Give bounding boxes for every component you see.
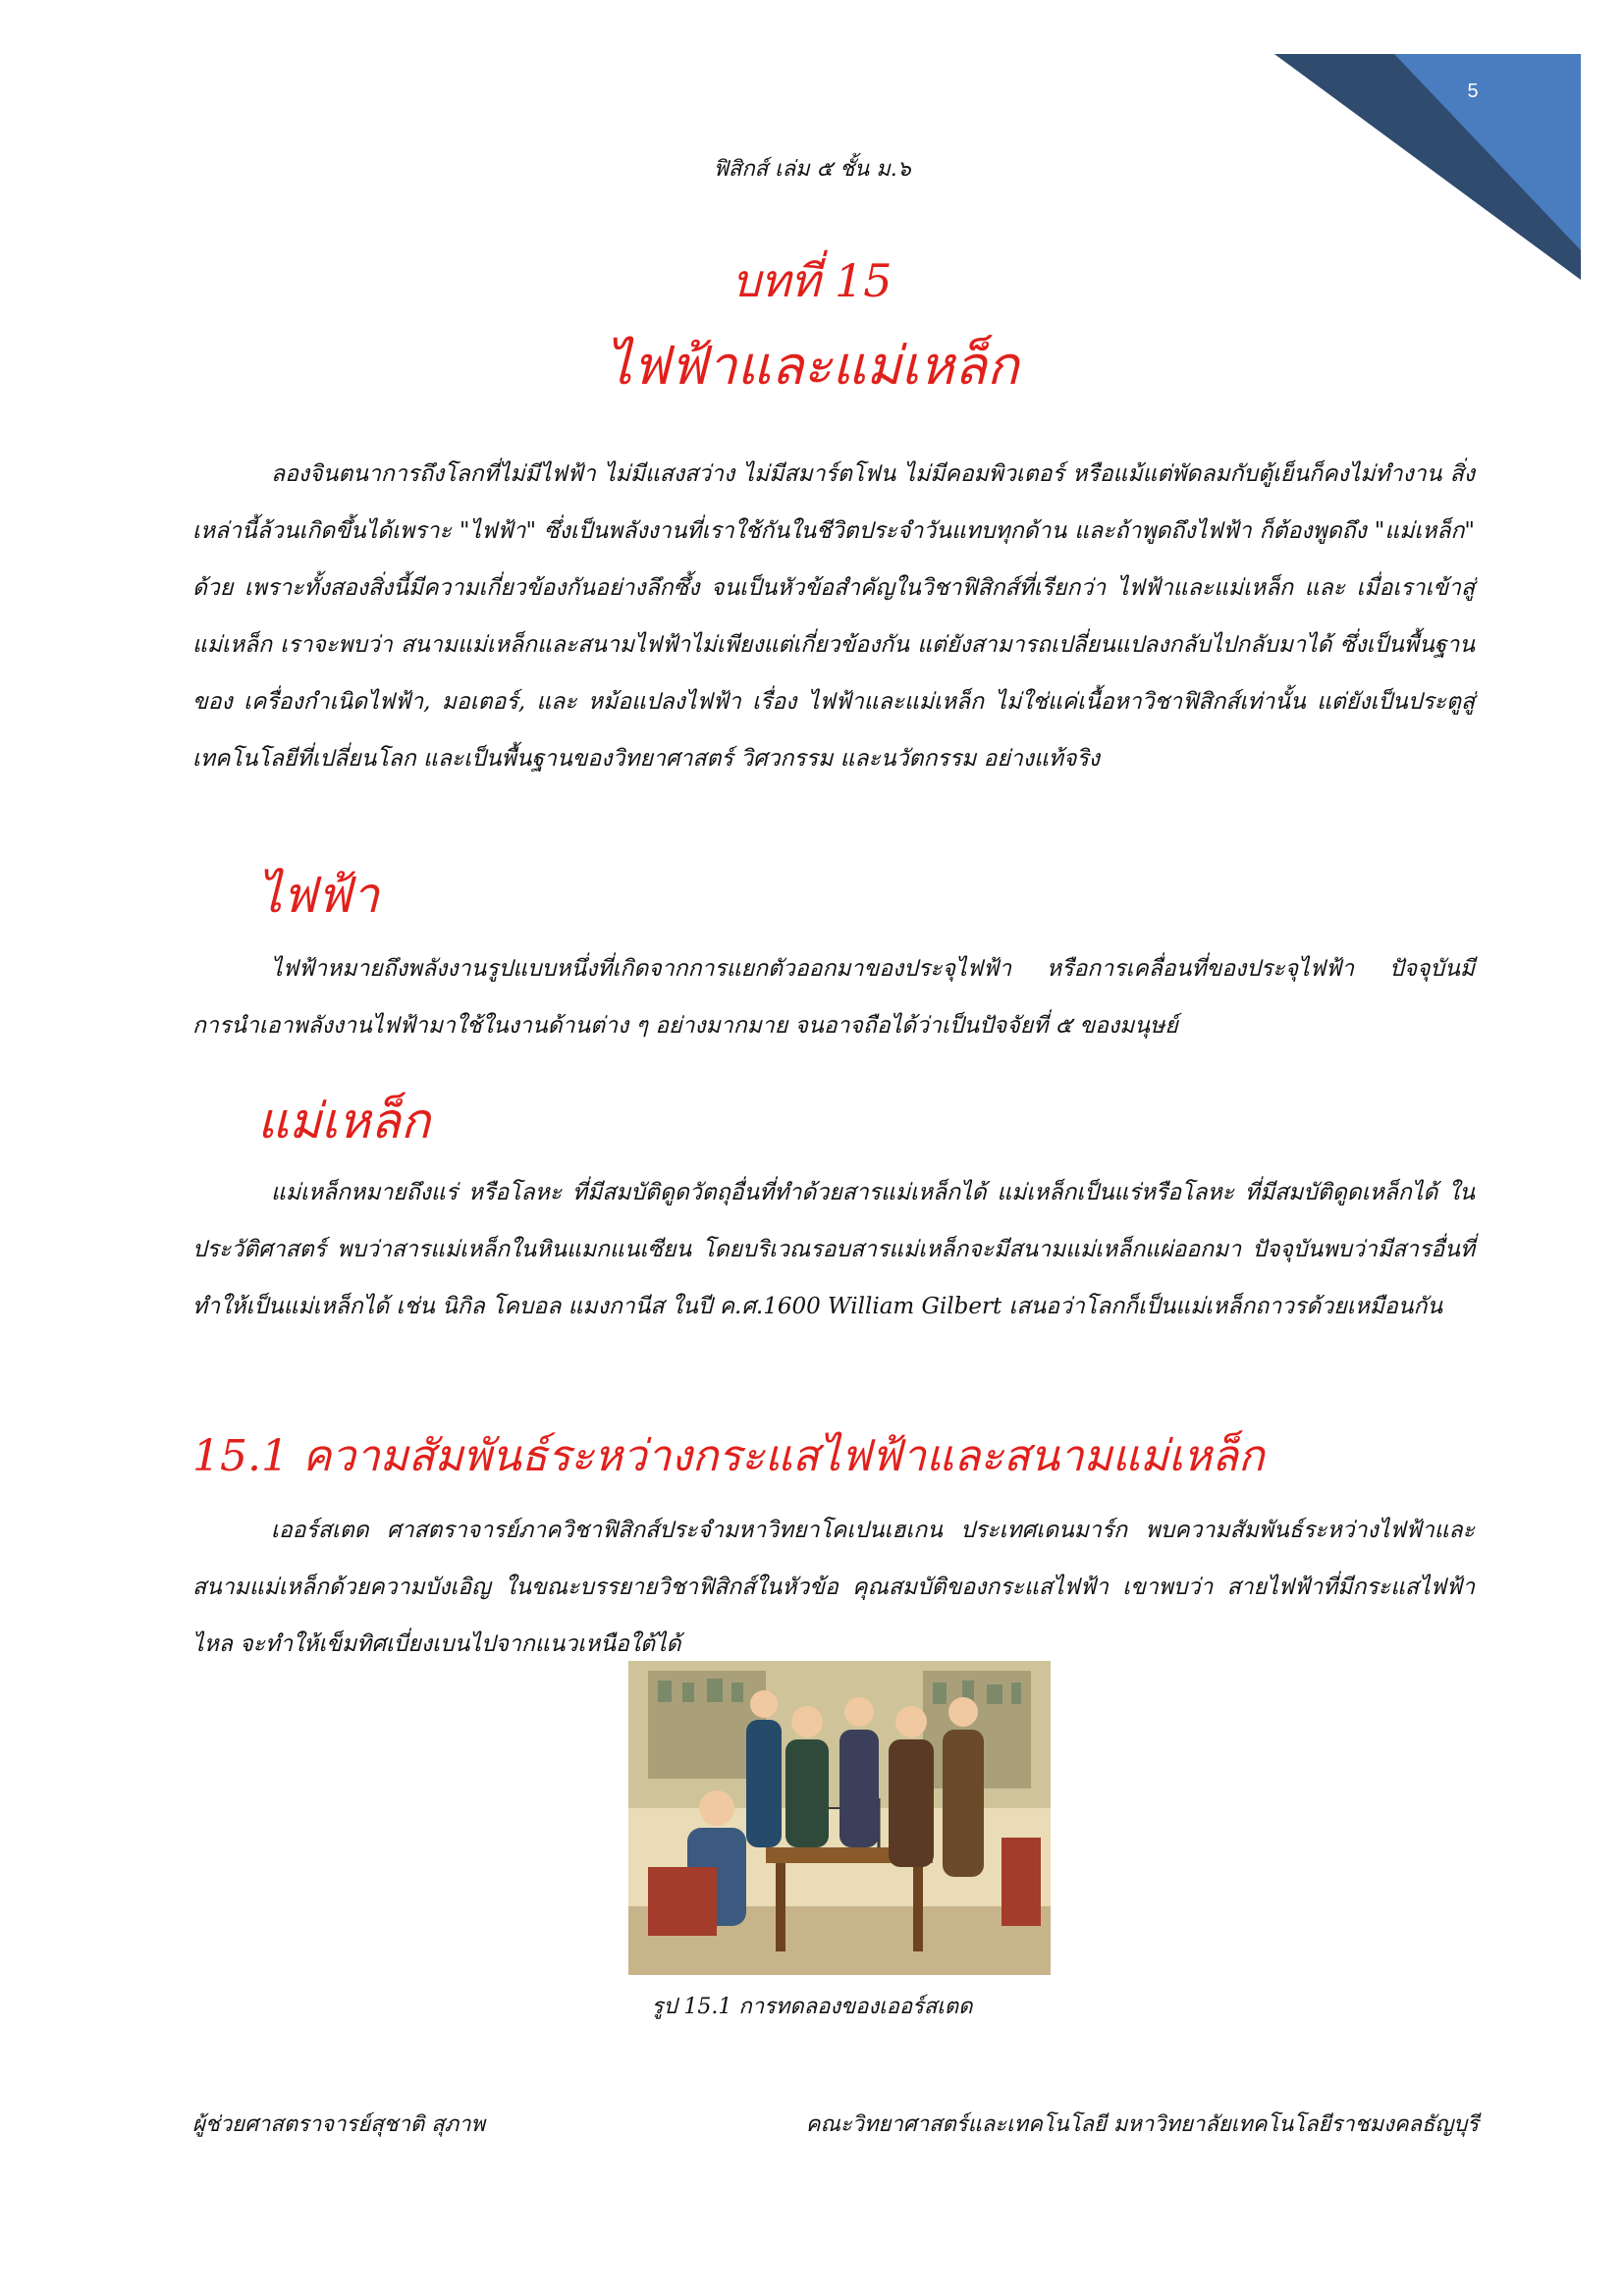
section-15-1-paragraph: เออร์สเตด ศาสตราจารย์ภาควิชาฟิสิกส์ประจำมหาวิทยาโคเปนเฮเกน ประเทศเดนมาร์ก พบความสัมพันธ์ระหว่างไฟฟ้าและ สนามแม่เหล็กด้วยความบังเอิญ ในขณะบรรยายวิชาฟิสิกส์ในหัวข้อ คุณสมบัติของกระแสไฟฟ้า เขาพบว่า สายไฟฟ้าที่มีกระแสไฟฟ้าไหล จะทำให้เข็มทิศเบี่ยงเบนไปจากแนวเหนือใต้ได้: [192, 1518, 1475, 1657]
oersted-experiment-illustration: [628, 1661, 1051, 1975]
electricity-paragraph: ไฟฟ้าหมายถึงพลังงานรูปแบบหนึ่งที่เกิดจากการแยกตัวออกมาของประจุไฟฟ้า หรือการเคลื่อนที่ของประจุไฟฟ้า ปัจจุบันมีการนำเอาพลังงานไฟฟ้ามาใช้ในงานด้านต่าง ๆ อย่างมากมาย จนอาจถือได้ว่าเป็นปัจจัยที่ ๕ ของมนุษย์: [192, 956, 1475, 1039]
figure-caption: รูป 15.1 การทดลองของเออร์สเตด: [651, 1995, 973, 2019]
page-number: 5: [1467, 80, 1479, 102]
footer-author: ผู้ช่วยศาสตราจารย์สุชาติ สุภาพ: [192, 2112, 485, 2137]
section-heading-magnet: แม่เหล็ก: [257, 1093, 431, 1149]
chapter-number: บทที่ 15: [731, 254, 893, 307]
chapter-title: ไฟฟ้าและแม่เหล็ก: [605, 335, 1019, 397]
intro-paragraph: ลองจินตนาการถึงโลกที่ไม่มีไฟฟ้า ไม่มีแสงสว่าง ไม่มีสมาร์ตโฟน ไม่มีคอมพิวเตอร์ หรือแม้แต่พัดลมกับตู้เย็นก็คงไม่ทำงาน สิ่งเหล่านี้ล้วนเกิดขึ้นได้เพราะ "ไฟฟ้า" ซึ่งเป็นพลังงานที่เราใช้กันในชีวิตประจำวันแทบทุกด้าน และถ้าพูดถึงไฟฟ้า ก็ต้องพูดถึง "แม่เหล็ก" ด้วย เพราะทั้งสองสิ่งนี้มีความเกี่ยวข้องกันอย่างลึกซึ้ง จนเป็นหัวข้อสำคัญในวิชาฟิสิกส์ที่เรียกว่า ไฟฟ้าและแม่เหล็ก และ เมื่อเราเข้าสู่ แม่เหล็ก เราจะพบว่า สนามแม่เหล็กและสนามไฟฟ้าไม่เพียงแต่เกี่ยวข้องกัน แต่ยังสามารถเปลี่ยนแปลงกลับไปกลับมาได้ ซึ่งเป็นพื้นฐานของ เครื่องกำเนิดไฟฟ้า, มอเตอร์, และ หม้อแปลงไฟฟ้า เรื่อง ไฟฟ้าและแม่เหล็ก ไม่ใช่แค่เนื้อหาวิชาฟิสิกส์เท่านั้น แต่ยังเป็นประตูสู่เทคโนโลยีที่เปลี่ยนโลก และเป็นพื้นฐานของวิทยาศาสตร์ วิศวกรรม และนวัตกรรม อย่างแท้จริง: [192, 461, 1475, 772]
footer-institution: คณะวิทยาศาสตร์และเทคโนโลยี มหาวิทยาลัยเทคโนโลยีราชมงคลธัญบุรี: [805, 2112, 1479, 2137]
running-header: ฟิสิกส์ เล่ม ๕ ชั้น ม.๖: [713, 157, 911, 182]
magnet-paragraph: แม่เหล็กหมายถึงแร่ หรือโลหะ ที่มีสมบัติดูดวัตถุอื่นที่ทำด้วยสารแม่เหล็กได้ แม่เหล็กเป็นแร่หรือโลหะ ที่มีสมบัติดูดเหล็กได้ ในประวัติศาสตร์ พบว่าสารแม่เหล็กในหินแมกแนเซียน โดยบริเวณรอบสารแม่เหล็กจะมีสนามแม่เหล็กแผ่ออกมา ปัจจุบันพบว่ามีสารอื่นที่ทำให้เป็นแม่เหล็กได้ เช่น นิกิล โคบอล แมงกานีส ในปี ค.ศ.1600 William Gilbert เสนอว่าโลกก็เป็นแม่เหล็กถาวรด้วยเหมือนกัน: [192, 1180, 1475, 1319]
section-heading-electricity: ไฟฟ้า: [257, 867, 380, 924]
section-heading-15-1: 15.1 ความสัมพันธ์ระหว่างกระแสไฟฟ้าและสนามแม่เหล็ก: [192, 1431, 1265, 1481]
